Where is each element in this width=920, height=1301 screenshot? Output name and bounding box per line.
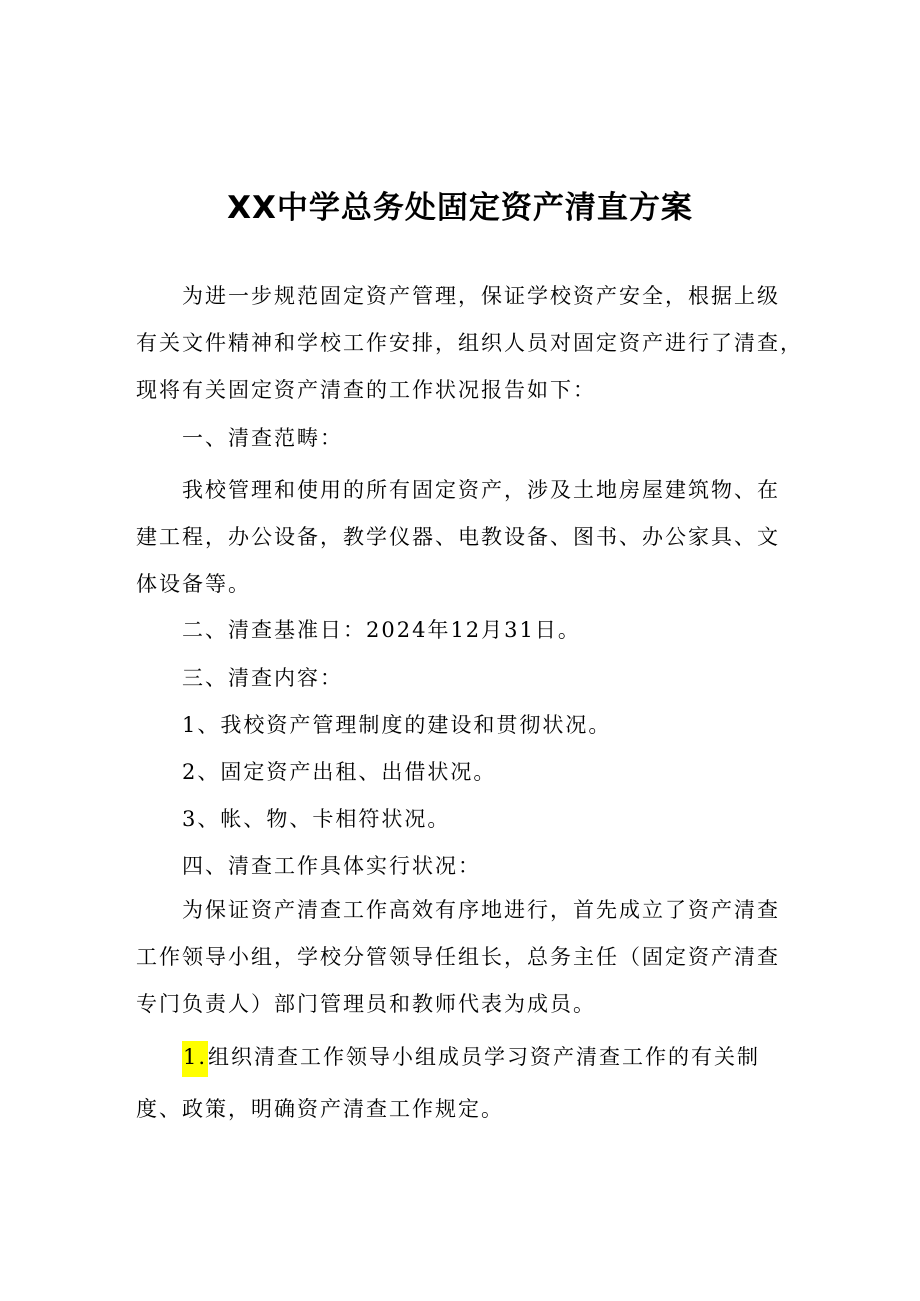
section2-heading-paragraph [136, 607, 796, 654]
section1-body-line: 建工程，办公设备，教学仪器、电教设备、图书、办公家具、文 [136, 525, 780, 549]
section3-item: 2、固定资产出租、出借状况。 [182, 760, 497, 784]
section4-body-line: 工作领导小组，学校分管领导任组长，总务主任（固定资产清查 [136, 945, 780, 969]
section4-body-line: 为保证资产清查工作高效有序地进行，首先成立了资产清查 [182, 898, 780, 922]
section4-heading: 四、清查工作具体实行状况： [182, 854, 481, 878]
section3-item: 1、我校资产管理制度的建设和贯彻状况。 [182, 713, 612, 737]
section4-body-paragraph [136, 887, 796, 1028]
section4-item1-line1-paragraph [136, 1034, 796, 1081]
section3-item: 3、帐、物、卡相符状况。 [182, 807, 451, 831]
section1-body-line: 我校管理和使用的所有固定资产，涉及土地房屋建筑物、在 [182, 478, 780, 502]
section3-item-paragraph [136, 702, 796, 749]
section1-body-paragraph [136, 467, 796, 608]
section4-item1-line2-paragraph [136, 1086, 796, 1133]
section3-item-paragraph [136, 796, 796, 843]
intro-line: 为进一步规范固定资产管理，保证学校资产安全，根据上级 [182, 284, 780, 308]
highlighted-item-number: 1. [182, 1041, 208, 1077]
intro-line: 现将有关固定资产清查的工作状况报告如下： [136, 378, 596, 402]
section4-heading-paragraph [136, 843, 796, 890]
section1-body-line: 体设备等。 [136, 572, 251, 596]
section4-body-line: 专门负责人）部门管理员和教师代表为成员。 [136, 992, 596, 1016]
section1-heading-paragraph [136, 415, 796, 462]
section4-item1-text: 组织清查工作领导小组成员学习资产清查工作的有关制 [208, 1045, 761, 1069]
section3-heading: 三、清查内容： [182, 666, 343, 690]
intro-paragraph [136, 273, 803, 414]
section4-item1-line1 [136, 1034, 796, 1081]
section3-heading-paragraph [136, 655, 796, 702]
section2-heading: 二、清查基准日：2024年12月31日。 [182, 618, 581, 642]
document-title: XX中学总务处固定资产清直方案 [227, 190, 693, 226]
section4-item1-line2: 度、政策，明确资产清查工作规定。 [136, 1097, 504, 1121]
section1-heading: 一、清查范畴： [182, 426, 343, 450]
intro-line: 有关文件精神和学校工作安排，组织人员对固定资产进行了清查， [136, 331, 803, 355]
section3-item-paragraph [136, 749, 796, 796]
